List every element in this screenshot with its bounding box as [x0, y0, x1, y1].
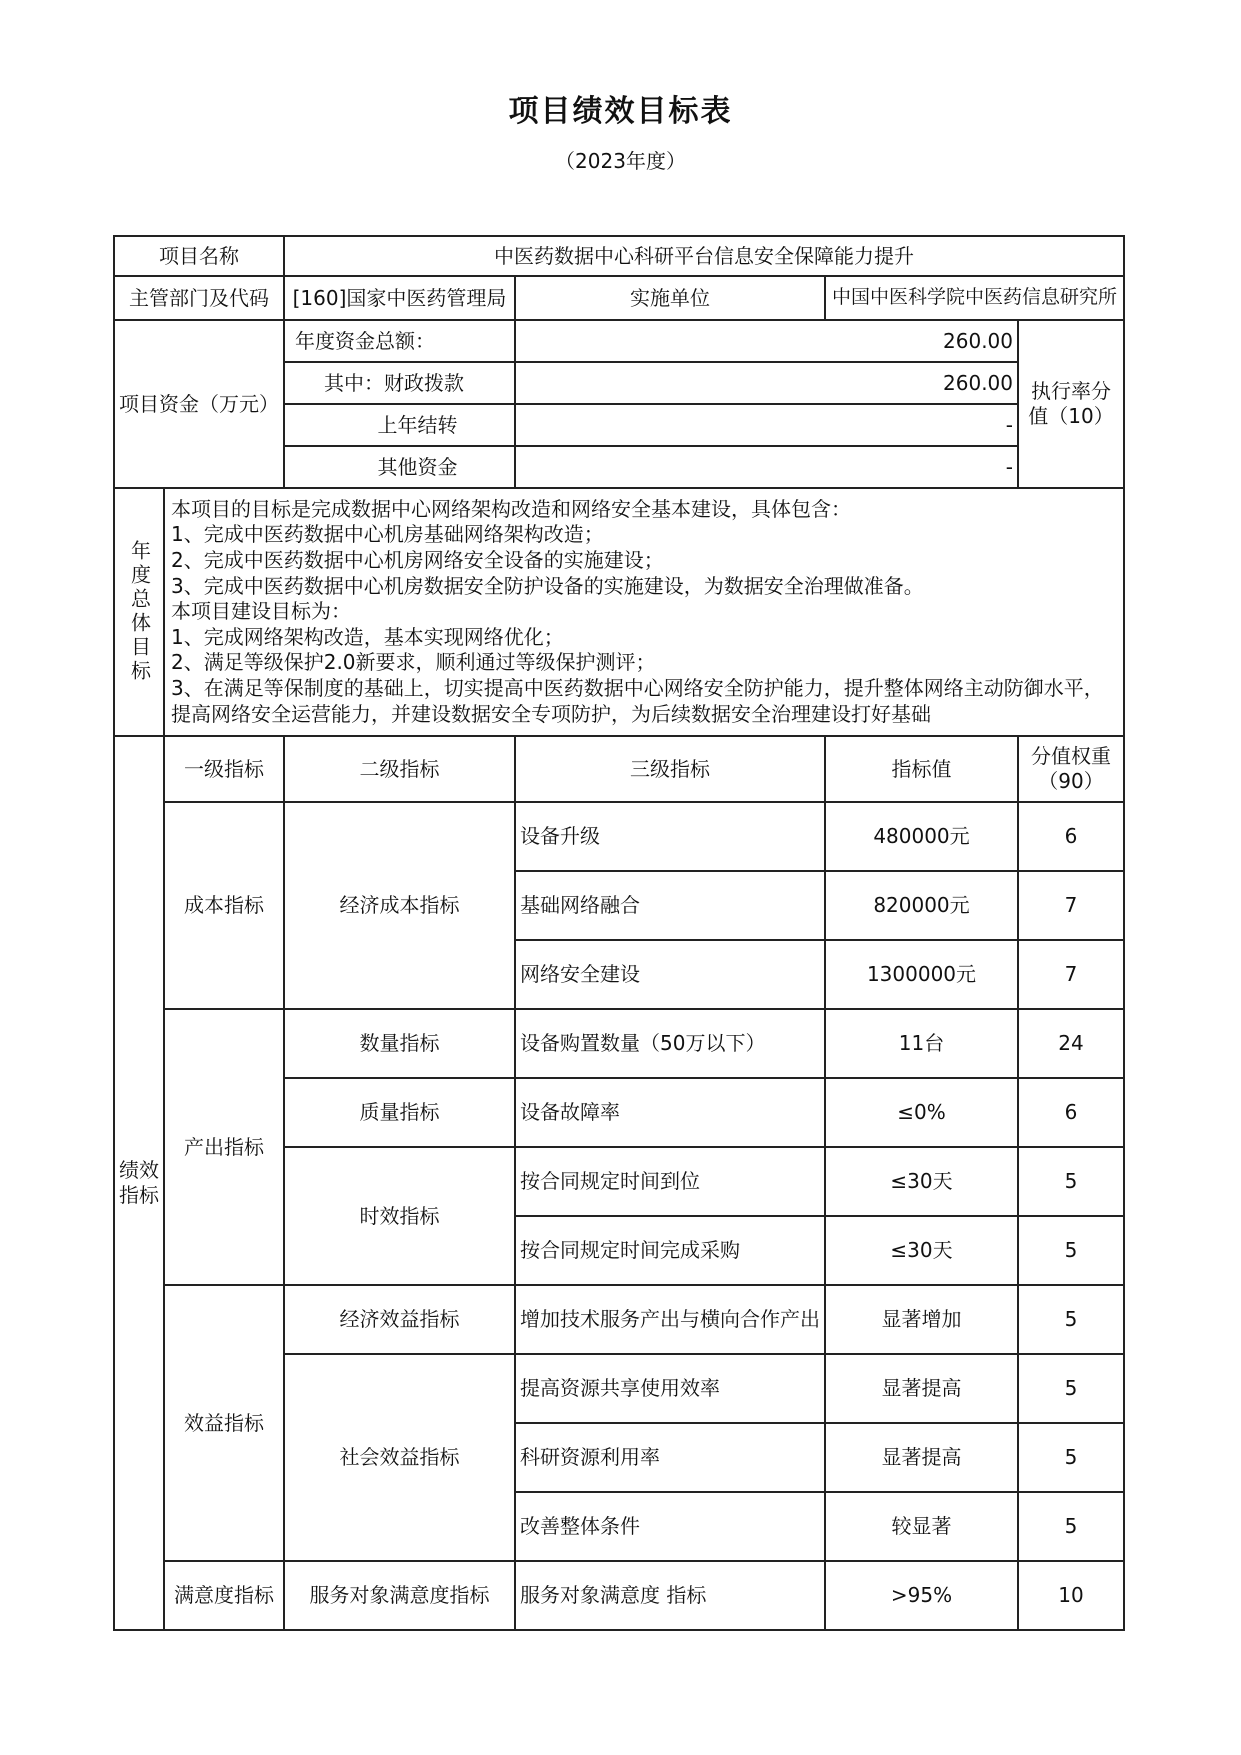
impl-label: 实施单位 [515, 276, 825, 320]
indicator-name: 按合同规定时间完成采购 [515, 1216, 825, 1285]
indicator-value: ≤30天 [825, 1147, 1018, 1216]
indicator-weight: 5 [1018, 1285, 1124, 1354]
indicator-weight: 5 [1018, 1492, 1124, 1561]
goals-line: 1、完成中医药数据中心机房基础网络架构改造； [171, 522, 604, 547]
project-name-row [114, 236, 1124, 276]
indicator-name: 改善整体条件 [515, 1492, 825, 1561]
indicator-name: 基础网络融合 [515, 871, 825, 940]
funds-fiscal-label: 其中：财政拨款 [284, 362, 515, 404]
performance-table [113, 235, 1125, 1631]
goals-line: 2、完成中医药数据中心机房网络安全设备的实施建设； [171, 548, 664, 573]
year-subtitle: （2023年度） [555, 149, 686, 173]
funds-total-label: 年度资金总额： [284, 320, 515, 362]
dept-value: [160]国家中医药管理局 [284, 276, 515, 320]
funds-other-label: 其他资金 [284, 446, 515, 488]
goals-label: 年度总体目标 [127, 540, 152, 684]
page-title: 项目绩效目标表 [508, 94, 733, 129]
indicator-weight: 6 [1018, 802, 1124, 871]
indicator-name: 网络安全建设 [515, 940, 825, 1009]
indicator-weight: 5 [1018, 1423, 1124, 1492]
funds-total-row [114, 320, 1124, 362]
table-row [114, 1561, 1124, 1630]
indicator-name: 服务对象满意度 指标 [515, 1561, 825, 1630]
goals-line: 1、完成网络架构改造，基本实现网络优化； [171, 624, 564, 649]
group-cost: 成本指标 [164, 802, 284, 1009]
indicator-weight: 7 [1018, 871, 1124, 940]
indicator-value: >95% [825, 1561, 1018, 1630]
indicator-value: ≤0% [825, 1078, 1018, 1147]
header-level2: 二级指标 [284, 736, 515, 802]
indicator-value: 1300000元 [825, 940, 1018, 1009]
group-output: 产出指标 [164, 1009, 284, 1285]
indicator-value: 11台 [825, 1009, 1018, 1078]
dept-label: 主管部门及代码 [114, 276, 284, 320]
project-name-value: 中医药数据中心科研平台信息安全保障能力提升 [284, 236, 1124, 276]
group-benefit: 效益指标 [164, 1285, 284, 1561]
indicator-value: 显著提高 [825, 1423, 1018, 1492]
indicator-weight: 5 [1018, 1147, 1124, 1216]
goals-line: 本项目建设目标为： [171, 599, 351, 624]
indicator-weight: 24 [1018, 1009, 1124, 1078]
indicator-weight: 5 [1018, 1216, 1124, 1285]
indicator-name: 科研资源利用率 [515, 1423, 825, 1492]
goals-row [114, 488, 1124, 736]
goals-line: 2、满足等级保护2.0新要求，顺利通过等级保护测评； [171, 650, 656, 675]
indicator-name: 增加技术服务产出与横向合作产出 [515, 1285, 825, 1354]
indicator-weight: 6 [1018, 1078, 1124, 1147]
goals-label-cell [114, 488, 164, 736]
indicator-name: 提高资源共享使用效率 [515, 1354, 825, 1423]
exec-rate-label: 执行率分值（10） [1018, 320, 1124, 488]
indicator-weight: 10 [1018, 1561, 1124, 1630]
group-output-quality: 质量指标 [284, 1078, 515, 1147]
group-benefit-social: 社会效益指标 [284, 1354, 515, 1561]
indicator-header-row [114, 736, 1124, 802]
header-weight: 分值权重（90） [1018, 736, 1124, 802]
header-value: 指标值 [825, 736, 1018, 802]
table-row [114, 1285, 1124, 1354]
indicators-label-cell [114, 736, 164, 1630]
indicator-value: 较显著 [825, 1492, 1018, 1561]
indicator-name: 设备故障率 [515, 1078, 825, 1147]
group-satisfaction-service: 服务对象满意度指标 [284, 1561, 515, 1630]
indicator-value: 显著增加 [825, 1285, 1018, 1354]
table-row [114, 1009, 1124, 1078]
goals-line: 3、完成中医药数据中心机房数据安全防护设备的实施建设，为数据安全治理做准备。 [171, 573, 924, 598]
indicator-value: 显著提高 [825, 1354, 1018, 1423]
group-satisfaction: 满意度指标 [164, 1561, 284, 1630]
funds-label: 项目资金（万元） [114, 320, 284, 488]
indicator-weight: 7 [1018, 940, 1124, 1009]
indicator-value: ≤30天 [825, 1216, 1018, 1285]
header-level1: 一级指标 [164, 736, 284, 802]
indicator-value: 480000元 [825, 802, 1018, 871]
group-benefit-econ: 经济效益指标 [284, 1285, 515, 1354]
project-name-label: 项目名称 [114, 236, 284, 276]
funds-carryover-label: 上年结转 [284, 404, 515, 446]
indicator-value: 820000元 [825, 871, 1018, 940]
group-cost-econ: 经济成本指标 [284, 802, 515, 1009]
dept-row [114, 276, 1124, 320]
funds-fiscal-value: 260.00 [515, 362, 1018, 404]
table-row [114, 802, 1124, 871]
indicators-label: 绩效指标 [119, 1158, 159, 1207]
funds-total-value: 260.00 [515, 320, 1018, 362]
group-output-time: 时效指标 [284, 1147, 515, 1285]
impl-value: 中国中医科学院中医药信息研究所 [825, 276, 1124, 320]
indicator-weight: 5 [1018, 1354, 1124, 1423]
indicator-name: 按合同规定时间到位 [515, 1147, 825, 1216]
indicator-name: 设备升级 [515, 802, 825, 871]
goals-line: 本项目的目标是完成数据中心网络架构改造和网络安全基本建设，具体包含： [171, 496, 851, 521]
goals-text [164, 488, 1124, 736]
group-output-qty: 数量指标 [284, 1009, 515, 1078]
goals-line: 3、在满足等保制度的基础上，切实提高中医药数据中心网络安全防护能力，提升整体网络主动防御水平，提高网络安全运营能力，并建设数据安全专项防护，为后续数据安全治理建设打好基础 [171, 675, 1104, 726]
indicator-name: 设备购置数量（50万以下） [515, 1009, 825, 1078]
header-level3: 三级指标 [515, 736, 825, 802]
funds-carryover-value: - [515, 404, 1018, 446]
funds-other-value: - [515, 446, 1018, 488]
